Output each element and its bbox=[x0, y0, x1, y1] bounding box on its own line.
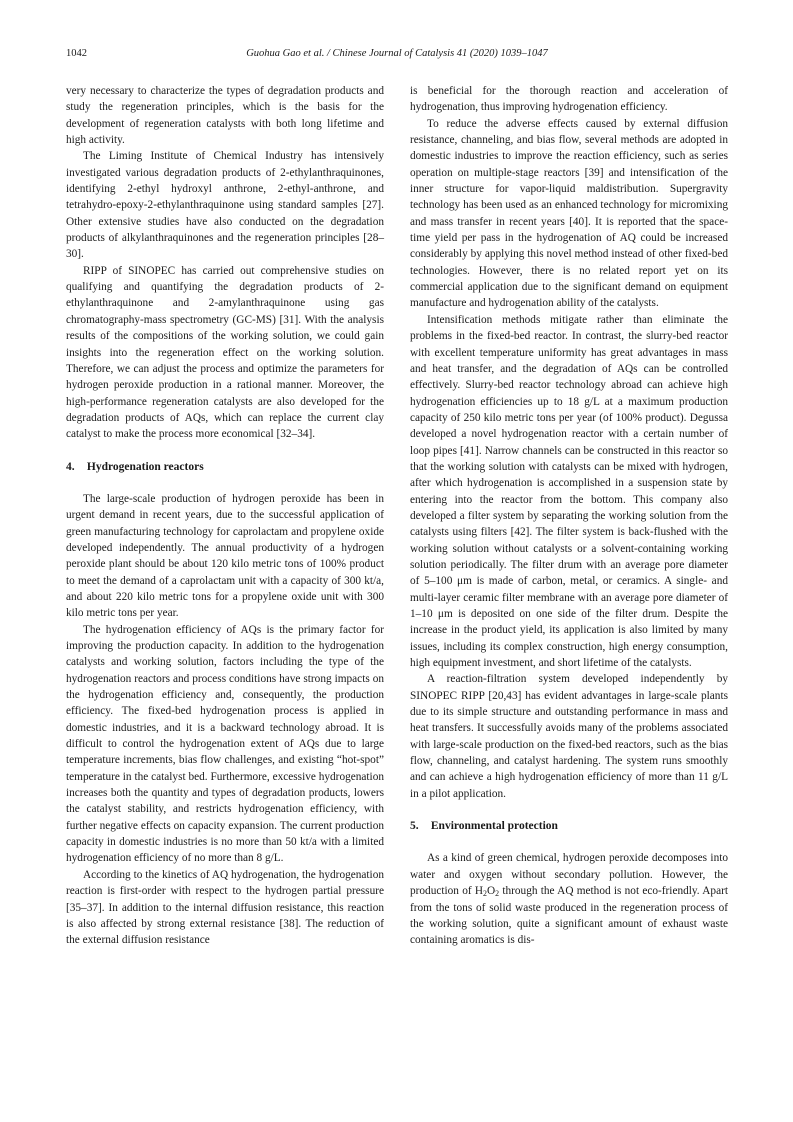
paragraph: To reduce the adverse effects caused by external diffusion resistance, channeling, and bias flow, several methods are adopted in domestic industries to improve the reaction efficiency, such as series operation on multiple-stage reactors [39] and intensification of the inner structure for vapor-liquid maldistribution. Supergravity technology has been used as an enhanced technology for micromixing and mass transfer in recent years [40]. It is reported that the space-time yield per pass in the hydrogenation of AQ could be increased considerably by applying this novel method instead of other fixed-bed technologies. However, there is no related report yet on its commercial application due to the significant demand on equipment manufacture and hydrogenation ability of the catalysts. bbox=[410, 117, 728, 310]
paragraph: The large-scale production of hydrogen peroxide has been in urgent demand in recent years, due to the successful application of green manufacturing technology for caprolactam and propylene oxide developed independently. The annual productivity of a hydrogen peroxide plant should be about 120 kilo metric tons of 100% product to meet the demand of a caprolactam unit with a capacity of 300 kt/a, and about 220 kilo metric tons for a propylene oxide unit with 300 kilo metric tons per year. bbox=[66, 492, 384, 620]
formula-element: H bbox=[474, 885, 484, 898]
paragraph: The Liming Institute of Chemical Industry has intensively investigated various degradation products of 2-ethylanthraquinones, identifying 2-ethyl hydroxyl anthrone, 2-ethyl-anthrone, and tetrahydro-epoxy-2-ethylanthraquinone using standard samples [27]. Other extensive studies have also conducted on the degradation products of alkylanthraquinones and the regeneration principles [28–30]. bbox=[66, 150, 384, 261]
left-column bbox=[66, 83, 384, 949]
section-title: Hydrogenation reactors bbox=[86, 460, 204, 473]
text-run: As a kind of green chemical, hydrogen peroxide decomposes into water and oxygen without secondary pollution. However, the production of bbox=[410, 852, 728, 898]
paragraph: Intensification methods mitigate rather than eliminate the problems in the fixed-bed reactor. In contrast, the slurry-bed reactor with excellent temperature uniformity has great advantages in mass and heat transfer, and the degradation of AQs can be controlled effectively. Slurry-bed reactor technology abroad can achieve high hydrogenation efficiencies up to 18 g/L at a maximum production capacity of 250 kilo metric tons per year (of 100% product). Degussa developed a novel hydrogenation reactor with a certain number of loop pipes [41]. Narrow channels can be constructed in this reactor so that the working solution with catalysts can be mixed with hydrogen, after which hydrogenation is accomplished in a suspension state by entering into the reactor from the bottom. This company also developed a filter system by separating the working solution from the catalysts using filters [42]. The filter system is back-flushed with the working solution without catalysts or a solvent-containing working solution periodically. The filter drum with an average pore diameter of 5–100 μm is made of carbon, metal, or ceramics. A single- and multi-layer ceramic filter membrane with an average pore diameter of 1–10 μm is deposited on one side of the filter drum. Despite the increase in the product yield, its application is also limited by many issues, including its complex construction, high energy consumption, high equipment investment, and short lifetime of the catalysts. bbox=[410, 313, 728, 670]
paragraph: very necessary to characterize the types of degradation products and study the regeneration principles, which is the basis for the development of regeneration catalysts with both long lifetime and high activity. bbox=[66, 85, 384, 147]
formula-element: O bbox=[486, 885, 496, 898]
section-number: 4. bbox=[66, 460, 75, 473]
chemical-formula bbox=[475, 885, 499, 897]
formula-subscript: 2 bbox=[495, 889, 500, 899]
running-title: Guohua Gao et al. / Chinese Journal of Catalysis 41 (2020) 1039–1047 bbox=[246, 48, 548, 59]
section-title: Environmental protection bbox=[430, 820, 558, 833]
right-column bbox=[410, 83, 728, 949]
paragraph bbox=[410, 850, 728, 948]
section-number: 5. bbox=[410, 820, 419, 833]
section-heading-4 bbox=[66, 459, 384, 475]
page-number: 1042 bbox=[66, 48, 87, 59]
paragraph: RIPP of SINOPEC has carried out comprehensive studies on qualifying and quantifying the degradation products of 2-ethylanthraquinone and 2-amylanthraquinone using gas chromatography-mass spectrometry (GC-MS) [31]. With the analysis results of the compositions of the working solution, we could gain insights into the regeneration effect on the working solution. Therefore, we can adjust the process and optimize the parameters for hydrogen peroxide production in a rational manner. Moreover, the high-performance regeneration catalysts are also developed for the degradation products of AQs, which can replace the current clay catalyst to make the process more economical [32–34]. bbox=[66, 264, 384, 441]
formula-subscript: 2 bbox=[483, 889, 487, 899]
page-header bbox=[66, 48, 728, 64]
text-run: through the AQ method is not eco-friendly. Apart from the tons of solid waste produced in the regeneration process of the working solution, quite a significant amount of exhaust waste containing aromatics is dis- bbox=[410, 885, 728, 947]
paragraph: is beneficial for the thorough reaction and acceleration of hydrogenation, thus improving hydrogenation efficiency. bbox=[410, 85, 728, 114]
paragraph: According to the kinetics of AQ hydrogenation, the hydrogenation reaction is first-order with respect to the hydrogen partial pressure [35–37]. In addition to the internal diffusion resistance, this reaction is also affected by strong external resistance [38]. The reduction of the external diffusion resistance bbox=[66, 868, 384, 947]
paragraph: A reaction-filtration system developed independently by SINOPEC RIPP [20,43] has evident advantages in large-scale plants due to its simple structure and outstanding performance in mass and heat transfers. It successfully avoids many of the problems associated with large-scale production on the fixed-bed reactors, such as the bias flow, channeling, and catalyst hardening. The system runs smoothly and can achieve a high hydrogenation efficiency of more than 11 g/L in a pilot application. bbox=[410, 673, 728, 800]
section-heading-5 bbox=[410, 818, 728, 834]
paragraph: The hydrogenation efficiency of AQs is the primary factor for improving the production capacity. In addition to the hydrogenation catalysts and working solution, factors including the type of the hydrogenation reactors and process conditions have strong impacts on the hydrogenation efficiency and, consequently, the production efficiency. The fixed-bed hydrogenation process is applied in domestic industries, and it is a backward technology abroad. It is difficult to control the hydrogenation extent of AQs due to large temperature increments, bias flow challenges, and existing “hot-spot” temperature in the catalyst bed. Furthermore, excessive hydrogenation increases both the quantity and types of degradation products, lowers the catalyst stability, and restricts hydrogenation efficiency, with further negative effects on capacity expansion. The current production capacity in domestic industries is no more than 50 kt/a with a limited hydrogenation efficiency of no more than 8 g/L. bbox=[66, 623, 384, 865]
